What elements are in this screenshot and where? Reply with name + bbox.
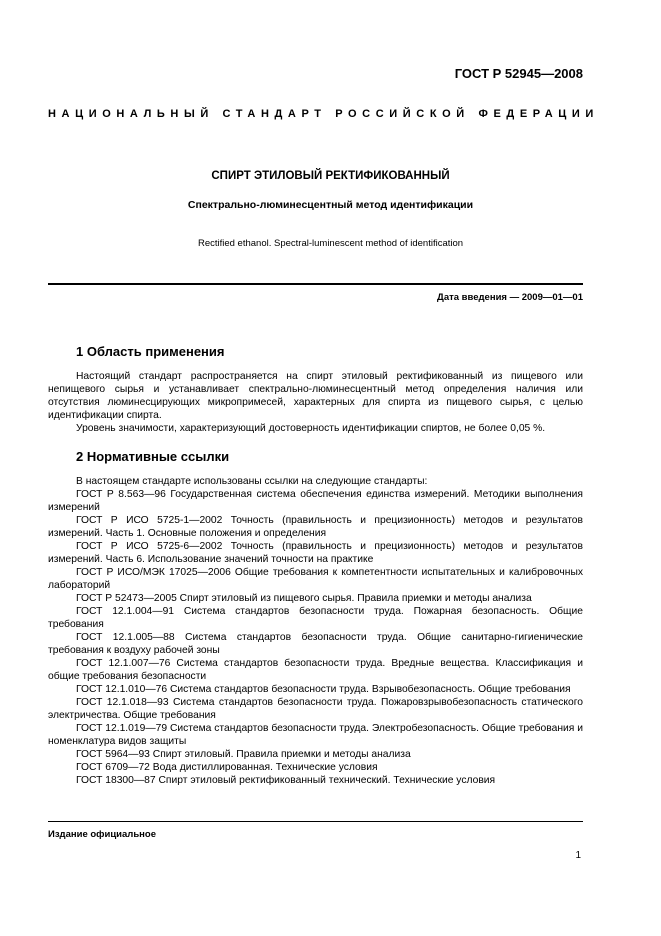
reference-item: ГОСТ Р ИСО/МЭК 17025—2006 Общие требования к компетентности испытательных и калибровочных лабораторий: [48, 567, 583, 591]
reference-item: ГОСТ 12.1.018—93 Система стандартов безопасности труда. Пожаровзрывобезопасность статического электричества. Общие требования: [48, 697, 583, 721]
introduction-date: Дата введения — 2009—01—01: [437, 292, 583, 303]
english-title: Rectified ethanol. Spectral-luminescent method of identification: [197, 238, 464, 249]
reference-item: ГОСТ 6709—72 Вода дистиллированная. Технические условия: [76, 762, 378, 773]
reference-item: ГОСТ Р ИСО 5725-6—2002 Точность (правильность и прецизионность) методов и результатов измерений. Часть 6. Использование значений точности на практике: [48, 541, 583, 565]
standard-title: НАЦИОНАЛЬНЫЙ СТАНДАРТ РОССИЙСКОЙ ФЕДЕРАЦИИ: [48, 108, 599, 120]
reference-item: ГОСТ 18300—87 Спирт этиловый ректификованный технический. Технические условия: [76, 775, 496, 786]
reference-item: ГОСТ 12.1.004—91 Система стандартов безопасности труда. Пожарная безопасность. Общие требования: [48, 606, 583, 630]
references-list: [48, 475, 583, 787]
section-heading-scope: 1 Область применения: [76, 344, 225, 359]
page-number: 1: [575, 850, 581, 861]
references-intro: В настоящем стандарте использованы ссылки на следующие стандарты:: [76, 476, 428, 487]
bottom-divider: [48, 821, 583, 822]
document-subtitle: Спектрально-люминесцентный метод идентификации: [187, 199, 474, 211]
reference-item: ГОСТ 12.1.005—88 Система стандартов безопасности труда. Общие санитарно-гигиенические требования к воздуху рабочей зоны: [48, 632, 583, 656]
paragraph: Настоящий стандарт распространяется на спирт этиловый ректификованный из пищевого или непищевого сырья и устанавливает спектрально-люминесцентный метод определения наличия или отсутствия люминесцирующих микропримесей, характерных для спирта из пищевого сырья, с целью идентификации спирта.: [48, 371, 583, 421]
top-divider: [48, 283, 583, 285]
reference-item: ГОСТ Р ИСО 5725-1—2002 Точность (правильность и прецизионность) методов и результатов измерений. Часть 1. Основные положения и определения: [48, 515, 583, 539]
section-body-scope: [48, 370, 583, 435]
edition-label: Издание официальное: [48, 829, 156, 840]
paragraph: Уровень значимости, характеризующий достоверность идентификации спиртов, не более 0,05 %.: [76, 423, 546, 434]
document-title: СПИРТ ЭТИЛОВЫЙ РЕКТИФИКОВАННЫЙ: [211, 170, 450, 182]
reference-item: ГОСТ Р 8.563—96 Государственная система обеспечения единства измерений. Методики выполнения измерений: [48, 489, 583, 513]
document-code: ГОСТ Р 52945—2008: [454, 66, 583, 81]
reference-item: ГОСТ 12.1.007—76 Система стандартов безопасности труда. Вредные вещества. Классификация и общие требования безопасности: [48, 658, 583, 682]
reference-item: ГОСТ 12.1.010—76 Система стандартов безопасности труда. Взрывобезопасность. Общие требования: [76, 684, 571, 695]
reference-item: ГОСТ 12.1.019—79 Система стандартов безопасности труда. Электробезопасность. Общие требования и номенклатура видов защиты: [48, 723, 583, 747]
reference-item: ГОСТ Р 52473—2005 Спирт этиловый из пищевого сырья. Правила приемки и методы анализа: [76, 593, 532, 604]
reference-item: ГОСТ 5964—93 Спирт этиловый. Правила приемки и методы анализа: [76, 749, 411, 760]
section-heading-references: 2 Нормативные ссылки: [76, 449, 230, 464]
